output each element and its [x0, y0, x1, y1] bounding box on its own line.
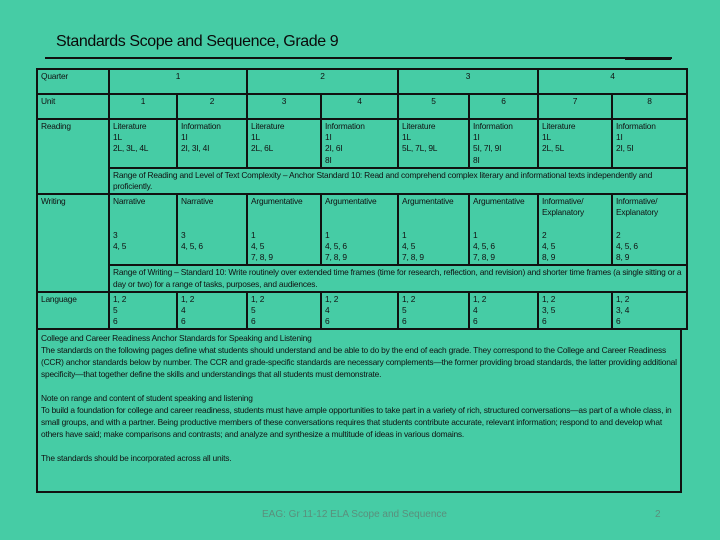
writing-range-row: [37, 265, 687, 291]
writing-cell-6: Argumentative 1 4, 5, 6 7, 8, 9: [469, 194, 538, 265]
reading-cell-5: Literature 1L 5L, 7L, 9L: [398, 119, 469, 168]
title-divider-accent: [625, 57, 671, 60]
writing-cell-3: Argumentative 1 4, 5 7, 8, 9: [247, 194, 321, 265]
language-label: Language: [37, 292, 109, 330]
unit-4: 4: [321, 94, 398, 119]
language-cell-5: 1, 2 5 6: [398, 292, 469, 330]
language-cell-3: 1, 2 5 6: [247, 292, 321, 330]
reading-row: [37, 119, 687, 168]
range-heading: Note on range and content of student speaking and listening: [41, 393, 253, 403]
language-row: [37, 292, 687, 330]
ccr-body: The standards on the following pages define what students should understand and be able to do by the end of each grade. They correspond to the College and Career Readiness (CCR) anchor standards below by number. The CCR and grade-specific standards are necessary complements—the former providing broad standards, the latter providing additional specificity—that together define the skills and understandings that all students must demonstrate.: [41, 345, 677, 379]
quarter-1: 1: [109, 69, 247, 94]
incorporate-note: The standards should be incorporated across all units.: [41, 453, 232, 463]
writing-cell-5: Argumentative 1 4, 5 7, 8, 9: [398, 194, 469, 265]
reading-cell-4: Information 1I 2I, 6I 8I: [321, 119, 398, 168]
reading-cell-1: Literature 1L 2L, 3L, 4L: [109, 119, 177, 168]
writing-row: [37, 194, 687, 265]
unit-7: 7: [538, 94, 612, 119]
unit-label: Unit: [37, 94, 109, 119]
unit-5: 5: [398, 94, 469, 119]
writing-range-text: Range of Writing – Standard 10: Write routinely over extended time frames (time for research, reflection, and revision) and shorter time frames (a single sitting or a day or two) for a range of tasks, purposes, and audiences.: [109, 265, 687, 291]
ccr-heading: College and Career Readiness Anchor Standards for Speaking and Listening: [41, 333, 312, 343]
quarter-row: [37, 69, 687, 94]
quarter-2: 2: [247, 69, 398, 94]
unit-1: 1: [109, 94, 177, 119]
reading-cell-7: Literature 1L 2L, 5L: [538, 119, 612, 168]
writing-cell-7: Informative/ Explanatory 2 4, 5 8, 9: [538, 194, 612, 265]
reading-cell-6: Information 1I 5I, 7I, 9I 8I: [469, 119, 538, 168]
title-divider: [45, 57, 672, 59]
reading-cell-3: Literature 1L 2L, 6L: [247, 119, 321, 168]
unit-8: 8: [612, 94, 687, 119]
reading-range-row: [37, 168, 687, 194]
unit-row: [37, 94, 687, 119]
page-title: Standards Scope and Sequence, Grade 9: [56, 33, 339, 50]
reading-label: Reading: [37, 119, 109, 194]
writing-cell-2: Narrative 3 4, 5, 6: [177, 194, 247, 265]
language-cell-7: 1, 2 3, 5 6: [538, 292, 612, 330]
reading-range-text: Range of Reading and Level of Text Complexity – Anchor Standard 10: Read and comprehend complex literary and informational texts independently and proficiently.: [109, 168, 687, 194]
unit-3: 3: [247, 94, 321, 119]
writing-label: Writing: [37, 194, 109, 292]
quarter-3: 3: [398, 69, 538, 94]
language-cell-6: 1, 2 4 6: [469, 292, 538, 330]
language-cell-4: 1, 2 4 6: [321, 292, 398, 330]
writing-cell-1: Narrative 3 4, 5: [109, 194, 177, 265]
language-cell-1: 1, 2 5 6: [109, 292, 177, 330]
quarter-label: Quarter: [37, 69, 109, 94]
unit-6: 6: [469, 94, 538, 119]
reading-cell-2: Information 1I 2I, 3I, 4I: [177, 119, 247, 168]
speaking-listening-notes: [36, 329, 682, 493]
writing-cell-4: Argumentative 1 4, 5, 6 7, 8, 9: [321, 194, 398, 265]
writing-cell-8: Informative/ Explanatory 2 4, 5, 6 8, 9: [612, 194, 687, 265]
reading-cell-8: Information 1I 2I, 5I: [612, 119, 687, 168]
quarter-4: 4: [538, 69, 687, 94]
unit-2: 2: [177, 94, 247, 119]
footer-label: EAG: Gr 11-12 ELA Scope and Sequence: [262, 509, 447, 520]
language-cell-8: 1, 2 3, 4 6: [612, 292, 687, 330]
page-number: 2: [655, 509, 661, 520]
range-body: To build a foundation for college and career readiness, students must have ample opportunities to take part in a variety of rich, structured conversations—as part of a whole class, in small groups, and with a partner. Being productive members of these conversations requires that students contribute accurate, relevant information; respond to and develop what others have said; make comparisons and contrasts; and analyze and synthesize a multitude of ideas in various domains.: [41, 405, 672, 439]
language-cell-2: 1, 2 4 6: [177, 292, 247, 330]
scope-sequence-table: [36, 68, 688, 330]
